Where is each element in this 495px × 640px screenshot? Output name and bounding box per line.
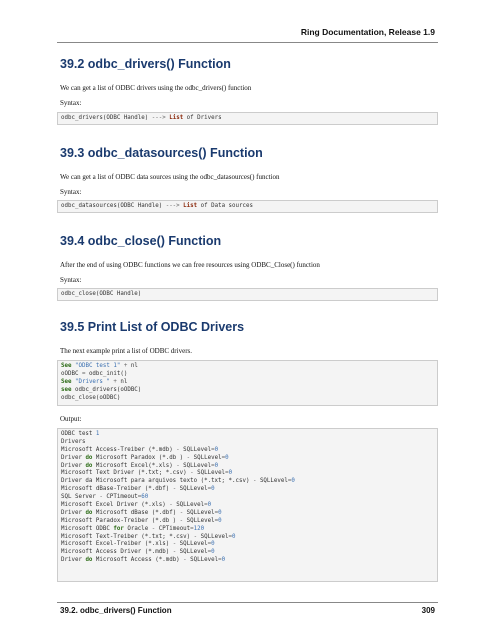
- code-line: oODBC = odbc_init(): [61, 370, 128, 377]
- code-line: see odbc_drivers(oODBC): [61, 386, 142, 393]
- syntax-label: Syntax:: [60, 188, 82, 196]
- code-line: Driver da Microsoft para arquivos texto (*.txt; *.csv) - SQLLevel=0: [61, 478, 295, 485]
- code-line: Microsoft Access-Treiber (*.mdb) - SQLLevel=0: [61, 446, 219, 453]
- footer-section-title: 39.2. odbc_drivers() Function: [60, 606, 172, 615]
- code-line: Driver do Microsoft dBase (*.dbf) - SQLLevel=0: [61, 509, 222, 516]
- code-line: Drivers: [61, 438, 86, 445]
- running-header: Ring Documentation, Release 1.9: [300, 27, 435, 37]
- output-label: Output:: [60, 415, 82, 423]
- page-number: 309: [421, 606, 435, 615]
- syntax-label: Syntax:: [60, 276, 82, 284]
- section-description-odbc-datasources: We can get a list of ODBC data sources using the odbc_datasources() function: [60, 173, 280, 181]
- code-line: Microsoft dBase-Treiber (*.dbf) - SQLLevel=0: [61, 486, 215, 493]
- section-description-odbc-drivers: We can get a list of ODBC drivers using the odbc_drivers() function: [60, 84, 252, 92]
- code-line: Microsoft Access Driver (*.mdb) - SQLLevel=0: [61, 549, 215, 556]
- syntax-block-odbc-close: odbc_close(ODBC Handle): [57, 288, 438, 301]
- code-line: Driver do Microsoft Access (*.mdb) - SQLLevel=0: [61, 557, 226, 564]
- code-line: Microsoft Text-Treiber (*.txt; *.csv) - SQLLevel=0: [61, 533, 236, 540]
- code-line: See "Drivers " + nl: [61, 378, 128, 385]
- section-heading-odbc-datasources: 39.3 odbc_datasources() Function: [60, 146, 263, 160]
- syntax-label: Syntax:: [60, 99, 82, 107]
- code-line: Microsoft ODBC for Oracle - CPTimeout=120: [61, 525, 205, 532]
- code-line: ODBC test 1: [61, 431, 100, 437]
- code-line: Microsoft Text Driver (*.txt; *.csv) - SQLLevel=0: [61, 470, 233, 477]
- syntax-block-odbc-drivers: odbc_drivers(ODBC Handle) ---> List of Drivers: [57, 112, 438, 125]
- section-heading-odbc-close: 39.4 odbc_close() Function: [60, 234, 222, 248]
- output-code-block: [57, 428, 438, 582]
- code-line: Microsoft Paradox-Treiber (*.db ) - SQLLevel=0: [61, 517, 222, 524]
- code-line: Driver do Microsoft Excel(*.xls) - SQLLevel=0: [61, 462, 219, 469]
- example-code-block: [57, 360, 438, 406]
- code-line: See "ODBC test 1" + nl: [61, 363, 138, 369]
- code-line: odbc_close(oODBC): [61, 394, 121, 401]
- section-heading-odbc-drivers: 39.2 odbc_drivers() Function: [60, 57, 231, 71]
- code-line: SQL Server - CPTimeout=60: [61, 494, 149, 501]
- code-line: Microsoft Excel Driver (*.xls) - SQLLevel=0: [61, 502, 212, 509]
- section-description-odbc-close: After the end of using ODBC functions we can free resources using ODBC_Close() function: [60, 261, 320, 269]
- section-heading-print-list: 39.5 Print List of ODBC Drivers: [60, 320, 245, 334]
- section-description-print-list: The next example print a list of ODBC drivers.: [60, 347, 192, 355]
- footer-rule: [57, 602, 438, 603]
- code-line: Microsoft Excel-Treiber (*.xls) - SQLLevel=0: [61, 541, 215, 548]
- syntax-block-odbc-datasources: odbc_datasources(ODBC Handle) ---> List of Data sources: [57, 200, 438, 213]
- code-line: Driver do Microsoft Paradox (*.db ) - SQLLevel=0: [61, 454, 229, 461]
- header-rule: [57, 42, 438, 43]
